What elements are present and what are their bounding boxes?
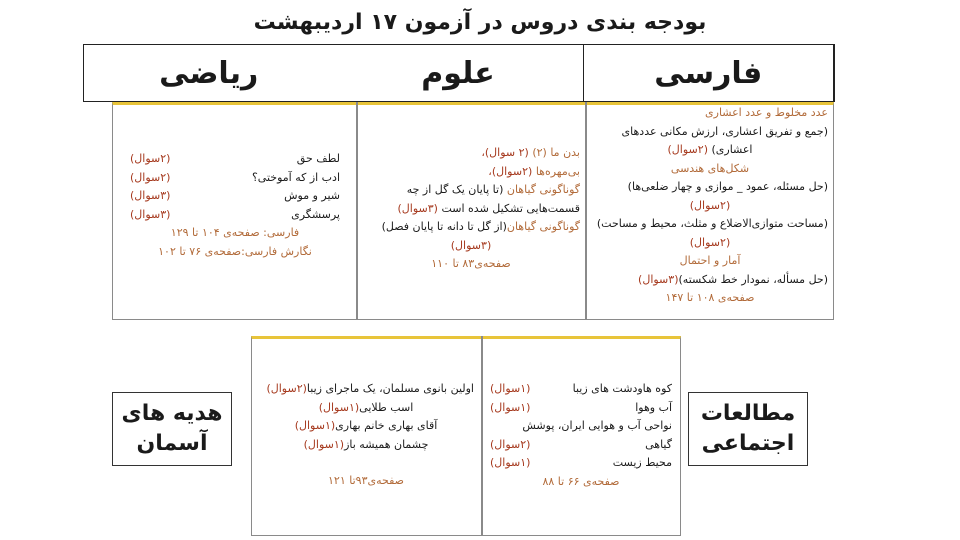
riazi-line (592, 271, 828, 290)
oloom-line (362, 163, 580, 182)
motaleat-lesson: محیط زیست (612, 456, 672, 469)
riazi-text: (حل مسأله، نمودار خط شکسته) (678, 272, 828, 286)
farsi-row (130, 169, 340, 188)
farsi-pages: فارسی: صفحه‌ی ۱۰۴ تا ۱۲۹ (170, 226, 300, 239)
spacer (258, 454, 474, 472)
motaleat-question-count: (۱سوال) (490, 382, 531, 395)
riazi-question-count: (۲سوال) (689, 198, 731, 212)
motaleat-row (490, 380, 672, 399)
hedye-line (258, 380, 474, 399)
oloom-content (362, 144, 580, 274)
riazi-question-count: (۲سوال) (667, 143, 708, 156)
oloom-line (362, 181, 580, 200)
hedye-pages: صفحه‌ی۹۳تا ۱۲۱ (328, 474, 404, 487)
header-farsi: فارسی (584, 45, 834, 101)
riazi-line: (حل مسئله، عمود _ موازی و چهار ضلعی‌ها) (627, 180, 828, 193)
motaleat-question-count: (۱سوال) (490, 400, 531, 414)
hedye-lesson: چشمان همیشه باز (344, 437, 429, 451)
motaleat-line: نواحی آب و هوایی ایران، پوشش (522, 419, 672, 432)
oloom-question-count: (۲سوال)، (488, 164, 533, 178)
hedye-line (258, 417, 474, 436)
label-line: مطالعات (700, 401, 796, 426)
hedye-line (258, 436, 474, 455)
farsi-lesson: پرسشگری (291, 207, 340, 221)
hedye-lesson: آقای بهاری خانم بهاری (335, 419, 438, 432)
label-line: هدیه های (121, 401, 223, 426)
riazi-question-count: (۳سوال) (638, 272, 679, 286)
riazi-content (592, 104, 828, 308)
oloom-text: (از گل تا دانه تا پایان فصل) (381, 220, 507, 233)
motaleat-row (490, 399, 672, 418)
top-divider-1 (356, 102, 358, 320)
motaleat-row (490, 436, 672, 455)
header-oloom: علوم (333, 45, 583, 101)
label-motaleat-ejtemaei (688, 392, 808, 466)
top-divider-2 (585, 102, 587, 320)
farsi-row (130, 150, 340, 169)
motaleat-question-count: (۲سوال) (490, 437, 531, 451)
oloom-text: قسمت‌هایی تشکیل شده است (441, 201, 580, 215)
farsi-row (130, 206, 340, 225)
label-line: اجتماعی (701, 431, 795, 456)
oloom-text: (تا پایان یک گل از چه (406, 183, 504, 196)
oloom-question-count: (۳سوال) (450, 238, 492, 252)
oloom-text: گوناگونی گیاهان (506, 220, 580, 233)
farsi-row (130, 187, 340, 206)
oloom-line (362, 218, 580, 237)
farsi-lesson: لطف حق (296, 152, 340, 165)
farsi-question-count: (۳سوال) (130, 207, 171, 221)
farsi-question-count: (۲سوال) (130, 170, 171, 184)
motaleat-lesson: گیاهی (645, 437, 672, 451)
oloom-text: بدن ما (۲) (532, 146, 580, 159)
label-text (701, 399, 795, 459)
hedye-content (258, 380, 474, 491)
motaleat-lesson: کوه هاودشت های زیبا (572, 382, 672, 395)
hedye-lesson: اسب طلایی (359, 400, 414, 414)
farsi-lesson: شیر و موش (284, 189, 340, 202)
oloom-text: بی‌مهره‌ها (535, 164, 580, 178)
riazi-line: عدد مخلوط و عدد اعشاری (705, 106, 828, 119)
hedye-question-count: (۱سوال) (318, 400, 360, 414)
farsi-question-count: (۲سوال) (130, 152, 171, 165)
hedye-question-count: (۲سوال) (266, 382, 307, 395)
riazi-line: (مساحت متوازی‌الاضلاع و مثلث، محیط و مساحت) (596, 217, 828, 230)
oloom-text: گوناگونی گیاهان (506, 183, 580, 196)
label-hedye-haye-aseman (112, 392, 232, 466)
motaleat-question-count: (۱سوال) (490, 456, 531, 469)
motaleat-lesson: آب وهوا (635, 400, 672, 414)
farsi-question-count: (۳سوال) (130, 189, 171, 202)
motaleat-row (490, 454, 672, 473)
riazi-text: اعشاری) (711, 143, 753, 156)
motaleat-pages: صفحه‌ی ۶۶ تا ۸۸ (542, 474, 620, 488)
bottom-divider (481, 336, 483, 536)
header-riazi: ریاضی (159, 55, 259, 91)
label-text (122, 399, 223, 459)
oloom-question-count: (۲ سوال)، (481, 146, 529, 159)
subject-header-row (83, 44, 835, 102)
hedye-question-count: (۱سوال) (303, 437, 345, 451)
farsi-lesson: ادب از که آموختی؟ (251, 170, 340, 184)
oloom-question-count: (۳سوال) (397, 201, 438, 215)
hedye-question-count: (۱سوال) (294, 419, 336, 432)
riazi-pages: صفحه‌ی ۱۰۸ تا ۱۴۷ (665, 291, 755, 304)
farsi-writing-pages: نگارش فارسی:صفحه‌ی ۷۶ تا ۱۰۲ (158, 244, 312, 258)
label-line: آسمان (136, 431, 208, 456)
hedye-lesson: اولین بانوی مسلمان، یک ماجرای زیبا (306, 382, 474, 395)
riazi-line: شکل‌های هندسی (670, 161, 750, 175)
farsi-content (130, 150, 340, 261)
oloom-line (362, 144, 580, 163)
oloom-line (362, 200, 580, 219)
riazi-line (592, 141, 828, 160)
motaleat-content (490, 380, 672, 491)
riazi-question-count: (۲سوال) (689, 235, 731, 249)
page-title: بودجه بندی دروس در آزمون ۱۷ اردیبهشت (253, 10, 707, 35)
oloom-pages: صفحه‌ی۸۳ تا ۱۱۰ (431, 257, 511, 270)
riazi-line: آمار و احتمال (679, 254, 741, 267)
hedye-line (258, 399, 474, 418)
riazi-line: (جمع و تفریق اعشاری، ارزش مکانی عددهای (621, 124, 828, 138)
